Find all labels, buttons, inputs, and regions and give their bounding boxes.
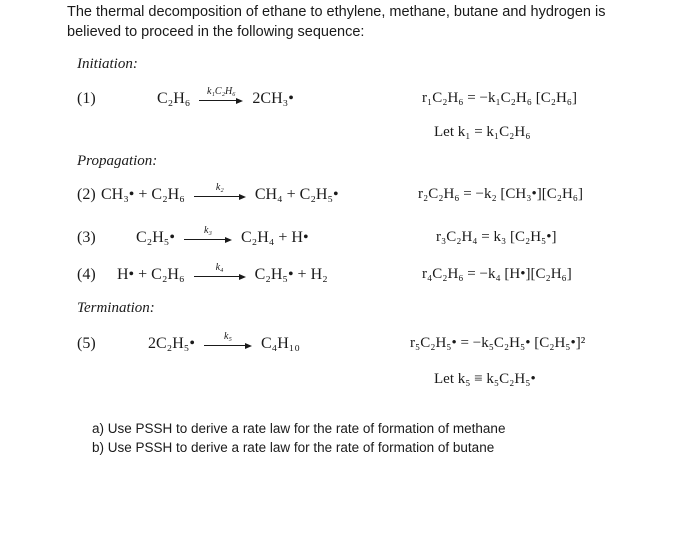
reaction-5-rate-constant: k₅ (224, 330, 232, 342)
reaction-5-number: (5) (77, 335, 96, 352)
reaction-2-rate-constant: k₂ (215, 181, 224, 193)
reaction-4-equation (117, 261, 328, 284)
reaction-5-reactants: 2C₂H₅• (148, 335, 195, 352)
task-b: b) Use PSSH to derive a rate law for the rate of formation of butane (92, 440, 495, 455)
reaction-3-rate-constant: k₃ (204, 224, 212, 236)
reaction-4-arrow (194, 263, 246, 280)
reaction-3-products: C₂H₄ + H• (240, 229, 309, 246)
heading-initiation: Initiation: (77, 56, 138, 72)
reaction-2-reactants: CH₃• + C₂H₆ (101, 186, 185, 203)
reaction-3-rate-law: r₃C₂H₄ = k₃ [C₂H₅•] (436, 229, 557, 245)
reaction-1-rate-law: r₁C₂H₆ = −k₁C₂H₆ [C₂H₆] (422, 90, 578, 106)
reaction-1-note: Let k₁ = k₁C₂H₆ (434, 124, 531, 140)
reaction-1-number: (1) (77, 90, 96, 107)
reaction-5-products: C₄H₁₀ (260, 335, 300, 352)
reaction-3-arrow (184, 226, 232, 243)
reaction-4-rate-law: r₄C₂H₆ = −k₄ [H•][C₂H₆] (422, 266, 572, 282)
reaction-1-reactants: C₂H₆ (157, 90, 191, 107)
reaction-5-rate-law: r₅C₂H₅• = −k₅C₂H₅• [C₂H₅•]² (410, 335, 586, 351)
reaction-3-number: (3) (77, 229, 96, 246)
reaction-1-products: 2CH₃• (252, 90, 294, 107)
intro-line-2: believed to proceed in the following sequence: (67, 24, 365, 40)
reaction-4-products: C₂H₅• + H₂ (254, 266, 328, 283)
reaction-2-rate-law: r₂C₂H₆ = −k₂ [CH₃•][C₂H₆] (418, 186, 584, 202)
reaction-5-note: Let k₅ ≡ k₅C₂H₅• (434, 371, 536, 387)
task-a: a) Use PSSH to derive a rate law for the rate of formation of methane (92, 421, 506, 436)
reaction-1-rate-constant: k₁C₂H₆ (207, 85, 236, 97)
reaction-2-number: (2) (77, 186, 96, 203)
reaction-4-reactants: H• + C₂H₆ (117, 266, 185, 283)
heading-termination: Termination: (77, 300, 155, 316)
reaction-3-reactants: C₂H₅• (136, 229, 175, 246)
reaction-5-equation (148, 330, 300, 353)
reaction-1-arrow (199, 87, 243, 104)
heading-propagation: Propagation: (77, 153, 158, 169)
reaction-2-arrow (194, 183, 246, 200)
reaction-4-number: (4) (77, 266, 96, 283)
intro-line-1: The thermal decomposition of ethane to ethylene, methane, butane and hydrogen is (67, 4, 606, 20)
reaction-1-equation (157, 85, 294, 108)
reaction-2-products: CH₄ + C₂H₅• (254, 186, 339, 203)
reaction-2-equation (101, 181, 339, 204)
reaction-5-arrow (204, 332, 252, 349)
reaction-3-equation (136, 224, 309, 247)
reaction-4-rate-constant: k₄ (215, 261, 224, 273)
